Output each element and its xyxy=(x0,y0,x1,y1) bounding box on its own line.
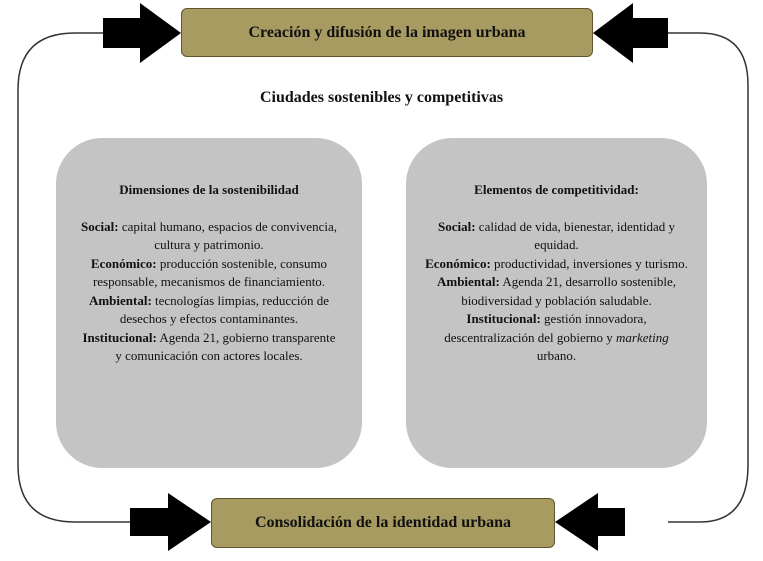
item-label: Institucional: xyxy=(466,311,541,326)
arrow-right-icon xyxy=(103,3,181,63)
item-label: Ambiental: xyxy=(436,274,500,289)
bottom-banner-label: Consolidación de la identidad urbana xyxy=(254,514,512,531)
item-label: Económico: xyxy=(425,255,491,271)
item-text: calidad de vida, bienestar, identidad y equidad. xyxy=(475,218,676,252)
list-item xyxy=(78,218,340,255)
arrow-right-icon xyxy=(130,493,211,551)
list-item xyxy=(424,273,689,310)
item-text: producción sostenible, consumo responsable, mecanismos de financiamiento. xyxy=(92,255,328,289)
item-text: gestión innovadora, descentralización del gobierno y xyxy=(444,311,647,345)
sustainability-panel xyxy=(56,138,362,468)
list-item xyxy=(78,255,340,292)
top-banner xyxy=(181,8,593,57)
main-title: Ciudades sostenibles y competitivas xyxy=(259,89,504,106)
item-label: Social: xyxy=(437,218,476,234)
top-banner-label: Creación y difusión de la imagen urbana xyxy=(248,23,526,41)
item-label: Económico: xyxy=(90,255,157,271)
item-label: Ambiental: xyxy=(88,292,152,308)
item-label: Social: xyxy=(81,218,119,234)
panel-heading: Elementos de competitividad: xyxy=(474,182,639,197)
panel-heading: Dimensiones de la sostenibilidad xyxy=(119,182,299,197)
item-text: capital humano, espacios de convivencia, cultura y patrimonio. xyxy=(118,218,337,252)
list-item xyxy=(78,329,340,366)
list-item xyxy=(424,310,689,366)
arrow-left-icon xyxy=(555,493,625,551)
item-text: productividad, inversiones y turismo. xyxy=(490,255,688,271)
list-item xyxy=(78,292,340,329)
item-italic-text: marketing xyxy=(616,329,669,345)
arrow-left-icon xyxy=(593,3,668,63)
item-text-tail: urbano. xyxy=(536,348,577,363)
list-item xyxy=(424,218,689,255)
item-text: tecnologías limpias, reducción de desechos y efectos contaminantes. xyxy=(119,292,330,326)
item-text: Agenda 21, desarrollo sostenible, biodiversidad y población saludable. xyxy=(461,274,677,308)
bottom-banner xyxy=(211,498,555,548)
item-label: Institucional: xyxy=(82,329,157,345)
competitiveness-panel xyxy=(406,138,707,468)
list-item xyxy=(424,255,689,274)
item-text: Agenda 21, gobierno transparente y comunicación con actores locales. xyxy=(115,329,336,363)
